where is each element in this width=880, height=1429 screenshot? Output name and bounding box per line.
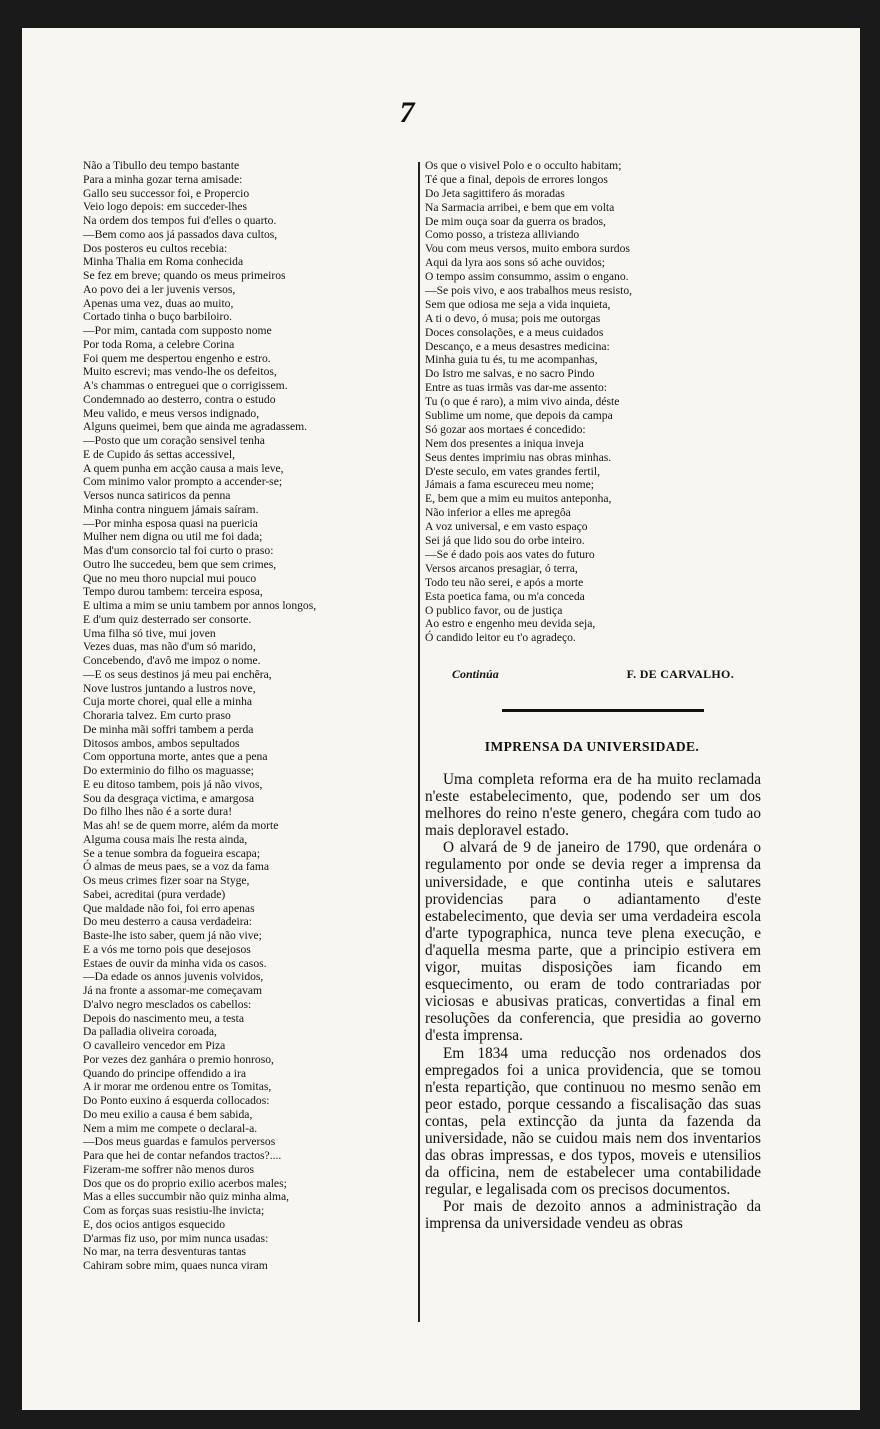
poem-line: Na Sarmacia arribei, e bem que em volta <box>425 200 615 214</box>
poem-line: Ao estro e engenho meu devida seja, <box>425 617 596 631</box>
poem-line: Alguma cousa mais lhe resta ainda, <box>83 832 248 846</box>
poem-line: Com minimo valor prompto a accender-se; <box>83 475 283 489</box>
poem-line: Minha guia tu és, tu me acompanhas, <box>425 353 598 367</box>
poem-line: Do Istro me salvas, e no sacro Pindo <box>425 367 595 381</box>
poem-line: Se fez em breve; quando os meus primeiros <box>83 269 286 282</box>
poem-line: Não inferior a elles me apregôa <box>425 506 571 520</box>
poem-line: Minha Thalia em Roma conhecida <box>83 255 244 269</box>
poem-line: D'alvo negro mesclados os cabellos: <box>83 997 252 1011</box>
newspaper-page <box>22 28 860 1410</box>
poem-line: Por toda Roma, a celebre Corina <box>83 337 235 351</box>
poem-left-column <box>83 159 413 1273</box>
poem-line: Que maldade não foi, foi erro apenas <box>83 901 255 915</box>
poem-line: O cavalleiro vencedor em Piza <box>83 1039 226 1052</box>
poem-line: E d'um quiz desterrado ser consorte. <box>83 612 252 626</box>
poem-line: Esta poetica fama, ou m'a conceda <box>425 589 585 603</box>
poem-line: E de Cupido ás settas accessivel, <box>83 447 235 461</box>
poem-line: Mas ah! se de quem morre, além da morte <box>83 819 279 832</box>
poem-line: Dos posteros eu cultos recebia: <box>83 241 228 255</box>
poem-line: Concebendo, d'avô me impoz o nome. <box>83 654 261 667</box>
poem-line: Com as forças suas resistiu-lhe invicta; <box>83 1204 265 1217</box>
continuation-note: Continúa <box>452 667 499 681</box>
poem-line: Outro lhe succedeu, bem que sem crimes, <box>83 557 277 571</box>
poem-line: D'este seculo, em vates grandes fertil, <box>425 464 600 478</box>
poem-line: Meu valido, e meus versos indignado, <box>83 406 260 420</box>
poem-line: Seus dentes imprimiu nas obras minhas. <box>425 450 612 464</box>
article-paragraph: Uma completa reforma era de ha muito reclamada n'este estabelecimento, que, podendo ser um dos melhores do reino n'este genero, chegára com tudo ao mais deploravel estado. <box>425 771 761 840</box>
poem-line: Uma filha só tive, mui joven <box>83 626 216 640</box>
poem-line: Do meu desterro a causa verdadeira: <box>83 915 252 929</box>
poem-line: Todo teu não serei, e após a morte <box>425 575 584 589</box>
poem-line: E eu ditoso tambem, pois já não vivos, <box>83 777 263 791</box>
poem-line: Que no meu thoro nupcial mui pouco <box>83 571 257 585</box>
poem-line: Os que o visivel Polo e o occulto habitam; <box>425 159 622 172</box>
article-paragraph: Em 1834 uma reducção nos ordenados dos empregados foi a unica providencia, que se tomou n'esta repartição, que continuou no mesmo senão em peor estado, porque cessando a fiscalisação das suas contas, pela extincção da junta da fazenda da universidade, não se cuidou mais nem dos inventarios das obras impressas, e dos typos, moveis e utensilios da officina, nem de estabelecer uma contabilidade regular, e legalisada com os precisos documentos. <box>425 1044 761 1199</box>
article-paragraph: Por mais de dezoito annos a administração da imprensa da universidade vendeu as obras <box>425 1198 761 1233</box>
poem-line: Estaes de ouvir da minha vida os casos. <box>83 956 267 970</box>
poem-line: Doces consolações, e a meus cuidados <box>425 325 604 339</box>
poem-line: Na ordem dos tempos fui d'elles o quarto. <box>83 214 277 227</box>
poem-line: —Posto que um coração sensivel tenha <box>83 434 265 447</box>
poem-line: Sei já que lido sou do orbe inteiro. <box>425 534 585 548</box>
poem-line: No mar, na terra desventuras tantas <box>83 1245 247 1259</box>
poem-line: Cuja morte chorei, qual elle a minha <box>83 695 253 709</box>
poem-line: De minha mãi soffri tambem a perda <box>83 722 254 736</box>
poem-line: Mas a elles succumbir não quiz minha alma, <box>83 1190 290 1204</box>
poem-line: —Por minha esposa quasi na puericia <box>83 516 258 530</box>
poem-line: Dos que os do proprio exilio acerbos males; <box>83 1176 287 1190</box>
poem-line: Quando do principe offendido a ira <box>83 1066 247 1080</box>
poem-line: D'armas fiz uso, por mim nunca usadas: <box>83 1231 269 1245</box>
poem-line: Do Ponto euxino á esquerda collocados: <box>83 1094 270 1107</box>
poem-line: Tempo durou tambem: terceira esposa, <box>83 585 263 599</box>
poem-line: —Bem como aos já passados dava cultos, <box>83 227 278 241</box>
poem-line: De mim ouça soar da guerra os brados, <box>425 214 606 228</box>
poem-line: Como posso, a tristeza alliviando <box>425 228 580 242</box>
poem-line: Vezes duas, mas não d'um só marido, <box>83 640 256 654</box>
article-body <box>425 771 761 1233</box>
poem-line: O publico favor, ou de justiça <box>425 603 563 617</box>
poem-line: Cortado tinha o buço barbiloiro. <box>83 310 233 324</box>
poem-line: Ó candido leitor eu t'o agradeço. <box>425 631 576 645</box>
poem-line: Choraria talvez. Em curto praso <box>83 709 231 722</box>
poem-line: Condemnado ao desterro, contra o estudo <box>83 392 276 406</box>
poem-line: Só gozar aos mortaes é concedido: <box>425 422 586 436</box>
poem-line: A voz universal, e em vasto espaço <box>425 520 588 534</box>
poem-line: Apenas uma vez, duas ao muito, <box>83 296 234 310</box>
poem-line: A ti o devo, ó musa; pois me outorgas <box>425 311 601 325</box>
section-title: IMPRENSA DA UNIVERSIDADE. <box>484 739 700 754</box>
poem-line: Alguns queimei, bem que ainda me agradassem. <box>83 420 308 434</box>
poem-line: A quem punha em acção causa a mais leve, <box>83 461 284 475</box>
poem-line: Tu (o que é raro), a mim vivo ainda, déste <box>425 395 620 409</box>
poem-line: Mulher nem digna ou util me foi dada; <box>83 530 263 544</box>
poem-line: Depois do nascimento meu, a testa <box>83 1011 244 1025</box>
poem-line: Sou da desgraça victima, e amargosa <box>83 791 255 805</box>
poem-signature <box>452 667 734 682</box>
poem-line: Se a tenue sombra da fogueira escapa; <box>83 846 261 860</box>
poem-line: Versos arcanos presagiar, ó terra, <box>425 561 578 575</box>
poem-line: Versos nunca satiricos da penna <box>83 489 231 502</box>
poem-line: Nem dos presentes a iniqua inveja <box>425 436 584 450</box>
poem-line: Veio logo depois: em succeder-lhes <box>83 200 247 214</box>
poem-line: Ó almas de meus paes, se a voz da fama <box>83 860 270 874</box>
poem-line: Nove lustros juntando a lustros nove, <box>83 681 256 695</box>
column-divider <box>418 162 420 1322</box>
poem-line: Descanço, e a meus desastres medicina: <box>425 339 610 353</box>
poem-line: Entre as tuas irmãs vas dar-me assento: <box>425 381 607 395</box>
poem-line: Para a minha gozar terna amisade: <box>83 172 243 186</box>
poem-line: —Por mim, cantada com supposto nome <box>83 324 272 337</box>
poem-line: Té que a final, depois de errores longos <box>425 172 608 186</box>
section-separator <box>502 709 704 712</box>
poem-line: Ditosos ambos, ambos sepultados <box>83 736 240 750</box>
poem-line: A's chammas o entreguei que o corrigissem. <box>83 379 288 392</box>
poem-line: Vou com meus versos, muito embora surdos <box>425 242 630 256</box>
poem-line: Nem a mim me compete o declaral-a. <box>83 1121 258 1135</box>
poem-line: Já na fronte a assomar-me começavam <box>83 984 263 997</box>
poem-line: A ir morar me ordenou entre os Tomitas, <box>83 1080 272 1094</box>
poem-line: Do Jeta sagittifero ás moradas <box>425 186 565 200</box>
poem-line: E, bem que a mim eu muitos anteponha, <box>425 492 612 506</box>
poem-line: Não a Tibullo deu tempo bastante <box>83 159 240 172</box>
poem-line: Minha contra ninguem jámais saíram. <box>83 502 259 516</box>
poem-line: E ultima a mim se uniu tambem por annos longos, <box>83 599 317 612</box>
poem-line: Do exterminio do filho os maguasse; <box>83 764 254 777</box>
poem-line: Para que hei de contar nefandos tractos?.... <box>83 1149 282 1162</box>
poem-line: —Dos meus guardas e famulos perversos <box>83 1135 276 1149</box>
poem-line: Do meu exilio a causa é bem sabida, <box>83 1107 253 1121</box>
poem-line: Cahiram sobre mim, quaes nunca viram <box>83 1259 268 1272</box>
poem-line: O tempo assim consummo, assim o engano. <box>425 270 629 284</box>
page-number: 7 <box>399 96 415 129</box>
poem-line: Baste-lhe isto saber, quem já não vive; <box>83 929 262 942</box>
poem-line: E a vós me torno pois que desejosos <box>83 942 251 956</box>
poem-line: Foi quem me despertou engenho e estro. <box>83 351 271 365</box>
poem-line: Sabei, acreditai (pura verdade) <box>83 887 226 901</box>
poem-line: Ao povo dei a ler juvenis versos, <box>83 282 236 296</box>
poem-line: —E os seus destinos já meu pai enchêra, <box>83 667 272 681</box>
poem-line: Do filho lhes não é a sorte dura! <box>83 805 233 819</box>
poem-right-column <box>425 159 763 645</box>
poem-line: Muito escrevi; mas vendo-lhe os defeitos, <box>83 365 277 379</box>
poem-line: E, dos ocios antigos esquecido <box>83 1217 226 1231</box>
poem-line: —Se é dado pois aos vates do futuro <box>425 547 595 561</box>
poem-line: Mas d'um consorcio tal foi curto o praso: <box>83 544 274 557</box>
poem-line: Da palladia oliveira coroada, <box>83 1025 217 1039</box>
poem-line: Com opportuna morte, antes que a pena <box>83 750 268 764</box>
article-paragraph: O alvará de 9 de janeiro de 1790, que ordenára o regulamento por onde se devia reger a imprensa da universidade, e que continha uteis e salutares providencias para o adiantamento d'este estabelecimento, que devia ser uma verdadeira escola d'arte typographica, nunca teve plena execução, e d'aquella mesma parte, que a principio estivera em vigor, muitas disposições iam ficando em esquecimento, ou eram de todo contrariadas por viciosas e abusivas praticas, convertidas a final em resoluções da conferencia, que presidia ao governo d'esta imprensa. <box>425 839 761 1045</box>
poem-line: Gallo seu successor foi, e Propercio <box>83 186 250 200</box>
author-name: F. DE CARVALHO. <box>626 667 734 681</box>
poem-line: Sem que odiosa me seja a vida inquieta, <box>425 297 611 311</box>
poem-line: Aqui da lyra aos sons só ache ouvidos; <box>425 256 605 270</box>
poem-line: Por vezes dez ganhára o premio honroso, <box>83 1052 274 1066</box>
poem-line: —Da edade os annos juvenis volvidos, <box>83 970 264 984</box>
poem-line: Jámais a fama escureceu meu nome; <box>425 478 594 492</box>
poem-line: —Se pois vivo, e aos trabalhos meus resisto, <box>425 284 633 298</box>
poem-line: Os meus crimes fizer soar na Styge, <box>83 874 250 887</box>
poem-line: Fizeram-me soffrer não menos duros <box>83 1162 255 1176</box>
poem-line: Sublime um nome, que depois da campa <box>425 409 613 423</box>
